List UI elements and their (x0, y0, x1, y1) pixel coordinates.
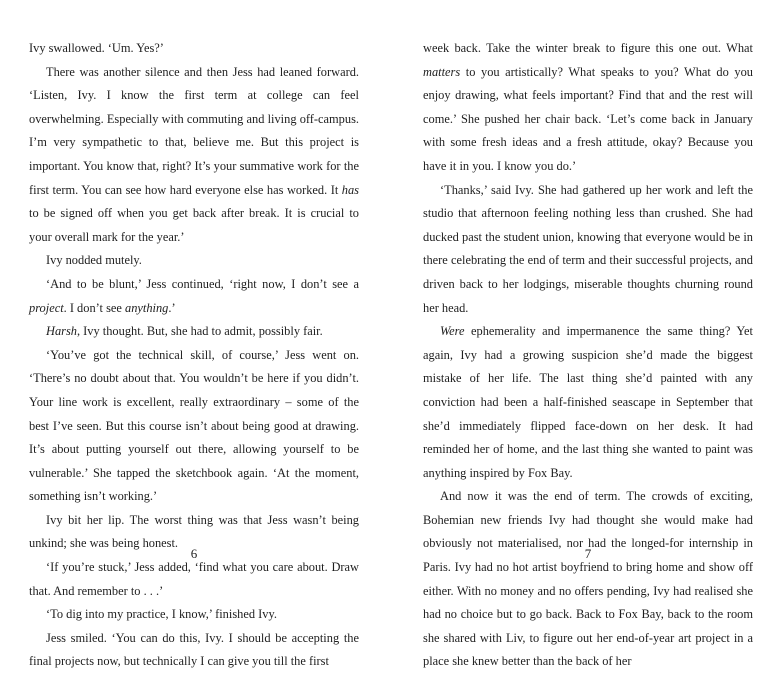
page-number: 7 (584, 546, 592, 561)
paragraph: ‘To dig into my practice, I know,’ finished Ivy. (46, 607, 277, 622)
paragraph: Ivy nodded mutely. (46, 253, 142, 268)
emphasis: project (29, 300, 64, 315)
paragraph: ‘If you’re stuck,’ Jess added, ‘find what you care about. Draw that. And remember to . . .’ (29, 560, 359, 598)
paragraph: ‘And to be blunt,’ Jess continued, ‘right now, I don’t see a project. I don’t see anything.’ (29, 276, 359, 315)
emphasis: matters (423, 64, 461, 79)
paragraph: Ivy swallowed. ‘Um. Yes?’ (29, 41, 164, 55)
emphasis: Harsh (46, 324, 77, 339)
right-page-text (423, 37, 753, 674)
paragraph: ‘Thanks,’ said Ivy. She had gathered up her work and left the studio that afternoon feeling nothing less than crushed. She had ducked past the student union, knowing that everyone would be in there celebrating the end of term and their successful projects, and driven back to her lodgings, miserable thoughts churning round her head. (423, 182, 753, 315)
emphasis: anything (125, 300, 169, 315)
paragraph: Harsh, Ivy thought. But, she had to admit, possibly fair. (46, 324, 323, 339)
paragraph: week back. Take the winter break to figure this one out. What matters to you artistically? What speaks to you? What do you enjoy drawing, what feels important? Find that and the rest will come.’ She pushed her chair back. ‘Let’s come back in January with some fresh ideas and a fresh attitude, okay? Because you have it in you. I know you do.’ (423, 41, 753, 173)
paragraph: ‘You’ve got the technical skill, of course,’ Jess went on. ‘There’s no doubt about that. You wouldn’t be here if you didn’t. Your line work is excellent, really extraordinary – some of the best I’ve seen. But this course isn’t about being good at drawing. It’s about putting yourself out there, allowing yourself to be vulnerable.’ She tapped the sketchbook again. ‘At the moment, something isn’t working.’ (29, 347, 359, 504)
right-page (423, 37, 753, 669)
left-page-text (29, 37, 359, 674)
paragraph: There was another silence and then Jess had leaned forward. ‘Listen, Ivy. I know the first term at college can feel overwhelming. Especially with commuting and living off-campus. I’m very sympathetic to that, believe me. But this project is important. You know that, right? It’s your summative work for the first term. You can see how hard everyone else has worked. It has to be signed off when you get back after break. It is crucial to your overall mark for the year.’ (29, 64, 359, 244)
paragraph: Ivy bit her lip. The worst thing was that Jess wasn’t being unkind; she was being honest. (29, 512, 359, 551)
page-number: 6 (190, 546, 198, 561)
emphasis: has (341, 182, 359, 197)
paragraph: And now it was the end of term. The crowds of exciting, Bohemian new friends Ivy had thought she would make had obviously not materialised, nor had the longed-for internship in Paris. Ivy had no hot artist boyfriend to bring home and show off either. With no money and no offers pending, Ivy had realised she had no choice but to go back. Back to Fox Bay, back to the room she shared with Liv, to figure out her end-of-year art project in a place she knew better than the back of her (423, 489, 753, 669)
emphasis: Were (440, 324, 465, 339)
left-page (29, 37, 359, 669)
paragraph: Were ephemerality and impermanence the same thing? Yet again, Ivy had a growing suspicion she’d made the biggest mistake of her life. The last thing she’d painted with any conviction had been a half-finished seascape in September that she’d immediately flipped face-down on her desk. It had reminded her of home, and the last thing she wanted to paint was anything inspired by Fox Bay. (423, 324, 753, 480)
paragraph: Jess smiled. ‘You can do this, Ivy. I should be accepting the final projects now, but technically I can give you till the first (29, 630, 359, 669)
